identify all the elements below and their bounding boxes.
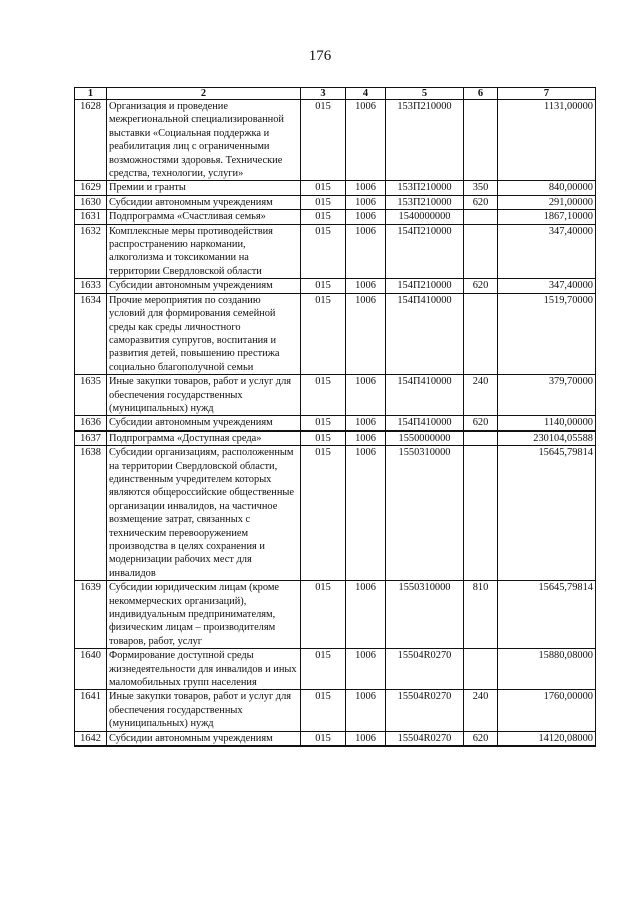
table-row	[75, 100, 596, 181]
row-article-code: 153П210000	[386, 195, 464, 209]
row-article-code: 1550310000	[386, 446, 464, 581]
row-expense-code: 620	[464, 731, 498, 746]
table-row	[75, 195, 596, 209]
row-name: Подпрограмма «Доступная среда»	[107, 431, 301, 446]
row-ministry-code: 015	[301, 416, 346, 431]
table-row	[75, 375, 596, 416]
row-amount: 347,40000	[498, 279, 596, 293]
row-expense-code	[464, 100, 498, 181]
row-ministry-code: 015	[301, 293, 346, 374]
table-row	[75, 279, 596, 293]
row-section-code: 1006	[346, 100, 386, 181]
row-name: Субсидии автономным учреждениям	[107, 731, 301, 746]
row-section-code: 1006	[346, 649, 386, 690]
row-section-code: 1006	[346, 416, 386, 431]
row-article-code: 154П410000	[386, 416, 464, 431]
row-name: Субсидии юридическим лицам (кроме некоммерческих организаций), индивидуальным предпринимателям, физическим лицам – производителям товаров, работ, услуг	[107, 581, 301, 649]
header-cell-2: 2	[107, 88, 301, 100]
row-article-code: 154П210000	[386, 224, 464, 279]
table-row	[75, 431, 596, 446]
row-expense-code	[464, 224, 498, 279]
row-number: 1629	[75, 181, 107, 195]
table-row	[75, 293, 596, 374]
row-ministry-code: 015	[301, 581, 346, 649]
row-ministry-code: 015	[301, 195, 346, 209]
row-name: Премии и гранты	[107, 181, 301, 195]
row-number: 1637	[75, 431, 107, 446]
header-cell-5: 5	[386, 88, 464, 100]
table-row	[75, 446, 596, 581]
row-expense-code	[464, 649, 498, 690]
row-number: 1634	[75, 293, 107, 374]
row-number: 1630	[75, 195, 107, 209]
row-number: 1628	[75, 100, 107, 181]
row-name: Прочие мероприятия по созданию условий для формирования семейной среды как среды личностного саморазвития супругов, воспитания и развития детей, повышению престижа социально благополучной семьи	[107, 293, 301, 374]
row-section-code: 1006	[346, 279, 386, 293]
row-name: Субсидии автономным учреждениям	[107, 195, 301, 209]
row-ministry-code: 015	[301, 446, 346, 581]
row-section-code: 1006	[346, 181, 386, 195]
row-expense-code: 620	[464, 195, 498, 209]
row-article-code: 1550310000	[386, 581, 464, 649]
row-amount: 840,00000	[498, 181, 596, 195]
row-expense-code	[464, 431, 498, 446]
row-number: 1636	[75, 416, 107, 431]
row-article-code: 1550000000	[386, 431, 464, 446]
row-article-code: 153П210000	[386, 181, 464, 195]
row-section-code: 1006	[346, 293, 386, 374]
row-number: 1638	[75, 446, 107, 581]
row-amount: 1140,00000	[498, 416, 596, 431]
row-name: Формирование доступной среды жизнедеятельности для инвалидов и иных маломобильных групп населения	[107, 649, 301, 690]
row-amount: 1867,10000	[498, 210, 596, 224]
row-section-code: 1006	[346, 195, 386, 209]
row-amount: 379,70000	[498, 375, 596, 416]
header-cell-3: 3	[301, 88, 346, 100]
row-name: Иные закупки товаров, работ и услуг для обеспечения государственных (муниципальных) нужд	[107, 375, 301, 416]
row-section-code: 1006	[346, 690, 386, 731]
row-name: Организация и проведение межрегиональной специализированной выставки «Социальная поддержка и реабилитация лиц с ограниченными возможностями здоровья. Технические средства, технологии, услуги»	[107, 100, 301, 181]
row-expense-code	[464, 210, 498, 224]
table-row	[75, 224, 596, 279]
row-ministry-code: 015	[301, 279, 346, 293]
row-section-code: 1006	[346, 210, 386, 224]
row-amount: 15880,08000	[498, 649, 596, 690]
row-section-code: 1006	[346, 581, 386, 649]
row-article-code: 15504R0270	[386, 649, 464, 690]
row-ministry-code: 015	[301, 181, 346, 195]
table-row	[75, 416, 596, 431]
row-article-code: 15504R0270	[386, 690, 464, 731]
row-expense-code	[464, 446, 498, 581]
row-ministry-code: 015	[301, 224, 346, 279]
row-number: 1632	[75, 224, 107, 279]
table-row	[75, 731, 596, 746]
row-name: Комплексные меры противодействия распространению наркомании, алкоголизма и токсикомании на территории Свердловской области	[107, 224, 301, 279]
row-amount: 347,40000	[498, 224, 596, 279]
row-name: Субсидии автономным учреждениям	[107, 279, 301, 293]
row-article-code: 15504R0270	[386, 731, 464, 746]
row-expense-code: 240	[464, 375, 498, 416]
row-amount: 230104,05588	[498, 431, 596, 446]
row-name: Субсидии автономным учреждениям	[107, 416, 301, 431]
table-row	[75, 181, 596, 195]
table-row	[75, 581, 596, 649]
row-amount: 1131,00000	[498, 100, 596, 181]
row-expense-code: 620	[464, 416, 498, 431]
header-cell-6: 6	[464, 88, 498, 100]
row-name: Подпрограмма «Счастливая семья»	[107, 210, 301, 224]
row-amount: 15645,79814	[498, 446, 596, 581]
row-section-code: 1006	[346, 446, 386, 581]
page-number: 176	[308, 48, 332, 64]
row-name: Субсидии организациям, расположенным на территории Свердловской области, единственным учредителем которых являются общероссийские общественные организации инвалидов, на частичное возмещение затрат, связанных с техническим перевооружением производства в целях сохранения и модернизации рабочих мест для инвалидов	[107, 446, 301, 581]
header-row	[75, 88, 596, 100]
row-ministry-code: 015	[301, 731, 346, 746]
row-article-code: 154П410000	[386, 375, 464, 416]
header-cell-4: 4	[346, 88, 386, 100]
header-cell-7: 7	[498, 88, 596, 100]
table-row	[75, 690, 596, 731]
row-section-code: 1006	[346, 224, 386, 279]
row-amount: 291,00000	[498, 195, 596, 209]
row-article-code: 153П210000	[386, 100, 464, 181]
row-ministry-code: 015	[301, 690, 346, 731]
row-ministry-code: 015	[301, 649, 346, 690]
row-section-code: 1006	[346, 375, 386, 416]
row-expense-code: 810	[464, 581, 498, 649]
row-ministry-code: 015	[301, 210, 346, 224]
row-expense-code: 620	[464, 279, 498, 293]
row-number: 1633	[75, 279, 107, 293]
table-row	[75, 649, 596, 690]
row-number: 1639	[75, 581, 107, 649]
row-amount: 15645,79814	[498, 581, 596, 649]
row-number: 1631	[75, 210, 107, 224]
row-number: 1635	[75, 375, 107, 416]
budget-table	[74, 87, 596, 747]
row-amount: 1519,70000	[498, 293, 596, 374]
row-section-code: 1006	[346, 731, 386, 746]
row-number: 1642	[75, 731, 107, 746]
row-section-code: 1006	[346, 431, 386, 446]
table-row	[75, 210, 596, 224]
row-expense-code: 240	[464, 690, 498, 731]
row-ministry-code: 015	[301, 375, 346, 416]
row-expense-code	[464, 293, 498, 374]
row-ministry-code: 015	[301, 100, 346, 181]
row-name: Иные закупки товаров, работ и услуг для обеспечения государственных (муниципальных) нужд	[107, 690, 301, 731]
row-number: 1640	[75, 649, 107, 690]
row-article-code: 154П210000	[386, 279, 464, 293]
row-ministry-code: 015	[301, 431, 346, 446]
row-number: 1641	[75, 690, 107, 731]
row-amount: 1760,00000	[498, 690, 596, 731]
row-expense-code: 350	[464, 181, 498, 195]
row-amount: 14120,08000	[498, 731, 596, 746]
header-cell-1: 1	[75, 88, 107, 100]
row-article-code: 154П410000	[386, 293, 464, 374]
row-article-code: 1540000000	[386, 210, 464, 224]
